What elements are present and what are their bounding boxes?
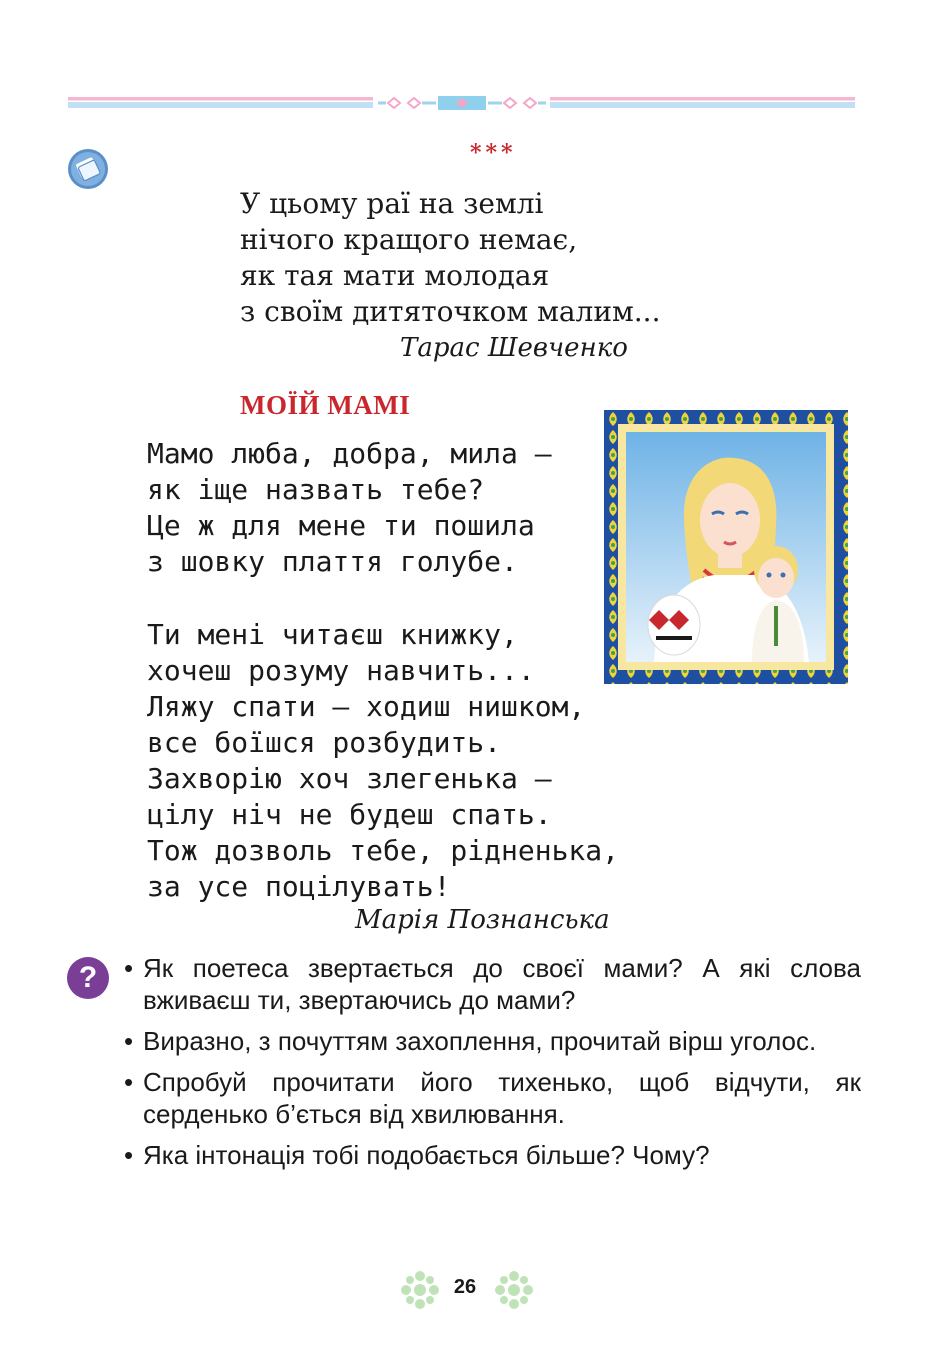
epigraph-stars: *** bbox=[470, 140, 517, 166]
poem-line: за усе поцілувать! bbox=[147, 870, 451, 903]
epigraph-line: з своїм дитяточком малим... bbox=[240, 295, 661, 328]
embroidery-ornament bbox=[378, 95, 546, 111]
question-item: • Яка інтонація тобі подобається більше? Чому? bbox=[123, 1139, 861, 1171]
poem-line: Захворію хоч злегенька — bbox=[147, 762, 552, 795]
epigraph-line: нічого кращого немає, bbox=[240, 223, 578, 256]
poem-line: з шовку плаття голубе. bbox=[147, 545, 518, 578]
poem-line: Мамо люба, добра, мила — bbox=[147, 437, 552, 470]
question-item: • Виразно, з почуттям захоплення, прочитай вірш уголос. bbox=[123, 1025, 861, 1057]
poem-line: Це ж для мене ти пошила bbox=[147, 509, 535, 542]
poem-line: хочеш розуму навчить... bbox=[147, 654, 535, 687]
epigraph-verse bbox=[240, 186, 660, 330]
question-icon: ? bbox=[67, 957, 109, 999]
poem-author: Марія Познанська bbox=[355, 905, 610, 935]
poem-title: МОЇЙ МАМІ bbox=[240, 390, 411, 420]
poem-line: Ти мені читаєш книжку, bbox=[147, 618, 518, 651]
epigraph-line: як тая мати молодая bbox=[240, 259, 550, 292]
question-list bbox=[123, 952, 861, 1180]
book-icon bbox=[67, 148, 109, 190]
poem-line: Ляжу спати — ходиш нишком, bbox=[147, 690, 586, 723]
header-band-left bbox=[68, 97, 373, 108]
question-item: • Як поетеса звертається до своєї мами? А які слова вживаєш ти, звертаючись до мами? bbox=[123, 952, 861, 1016]
poem-line: Тож дозволь тебе, рідненька, bbox=[147, 834, 620, 867]
poem-line: як іще назвать тебе? bbox=[147, 473, 485, 506]
epigraph-line: У цьому раї на землі bbox=[240, 187, 544, 220]
question-item: • Спробуй прочитати його тихенько, щоб відчути, як серденько б’ється від хвилювання. bbox=[123, 1066, 861, 1130]
header-band-right bbox=[550, 97, 855, 108]
poem-line: цілу ніч не будеш спать. bbox=[147, 798, 552, 831]
epigraph-author: Тарас Шевченко bbox=[400, 333, 628, 363]
poem-stanza-1 bbox=[147, 436, 552, 580]
poem-line: все боїшся розбудить. bbox=[147, 726, 502, 759]
page-number: 26 bbox=[453, 1276, 477, 1298]
mother-child-illustration bbox=[604, 410, 848, 684]
flower-ornament-icon bbox=[400, 1270, 440, 1310]
poem-stanza-2 bbox=[147, 617, 619, 905]
header-ornament-band bbox=[68, 95, 855, 111]
flower-ornament-icon bbox=[494, 1270, 534, 1310]
